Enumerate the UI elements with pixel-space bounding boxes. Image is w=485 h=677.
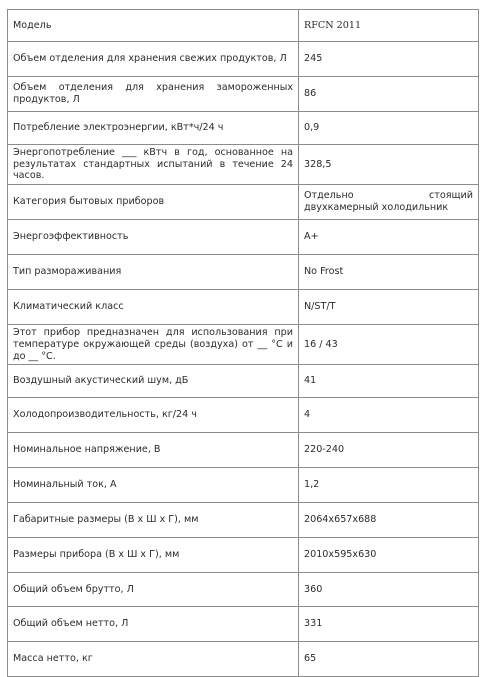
param-net-weight: Масса нетто, кг	[8, 642, 299, 677]
table-row	[8, 607, 479, 642]
table-row	[8, 145, 479, 185]
value-overall-dimensions: 2064x657x688	[299, 503, 479, 538]
param-defrost-type: Тип размораживания	[8, 255, 299, 290]
table-row	[8, 398, 479, 433]
table-row	[8, 10, 479, 42]
table-row	[8, 77, 479, 112]
table-row	[8, 433, 479, 468]
param-appliance-category: Категория бытовых приборов	[8, 185, 299, 220]
value-rated-current: 1,2	[299, 468, 479, 503]
table-row	[8, 325, 479, 365]
value-net-volume: 331	[299, 607, 479, 642]
table-row	[8, 112, 479, 145]
value-power-consumption: 0,9	[299, 112, 479, 145]
param-energy-efficiency: Энергоэффективность	[8, 220, 299, 255]
specifications-table	[7, 9, 479, 677]
param-acoustic-noise: Воздушный акустический шум, дБ	[8, 365, 299, 398]
value-rated-voltage: 220-240	[299, 433, 479, 468]
param-climate-class: Климатический класс	[8, 290, 299, 325]
value-frozen-volume: 86	[299, 77, 479, 112]
table-row	[8, 290, 479, 325]
param-overall-dimensions: Габаритные размеры (В х Ш х Г), мм	[8, 503, 299, 538]
value-ambient-temperature: 16 / 43	[299, 325, 479, 365]
table-row	[8, 573, 479, 607]
param-rated-voltage: Номинальное напряжение, В	[8, 433, 299, 468]
value-defrost-type: No Frost	[299, 255, 479, 290]
value-appliance-category: Отдельно стоящий двухкамерный холодильник	[299, 185, 479, 220]
value-fresh-volume: 245	[299, 42, 479, 77]
param-annual-energy: Энергопотребление ___ кВтч в год, основанное на результатах стандартных испытаний в течение 24 часов.	[8, 145, 299, 185]
value-energy-efficiency: A+	[299, 220, 479, 255]
table-row	[8, 503, 479, 538]
table-row	[8, 42, 479, 77]
param-net-volume: Общий объем нетто, Л	[8, 607, 299, 642]
table-row	[8, 538, 479, 573]
value-freezing-capacity: 4	[299, 398, 479, 433]
param-rated-current: Номинальный ток, А	[8, 468, 299, 503]
param-frozen-volume: Объем отделения для хранения замороженных продуктов, Л	[8, 77, 299, 112]
param-ambient-temperature: Этот прибор предназначен для использования при температуре окружающей среды (воздуха) от __ °C и до __ °C.	[8, 325, 299, 365]
table-row	[8, 642, 479, 677]
value-climate-class: N/ST/T	[299, 290, 479, 325]
param-power-consumption: Потребление электроэнергии, кВт*ч/24 ч	[8, 112, 299, 145]
table-row	[8, 185, 479, 220]
param-gross-volume: Общий объем брутто, Л	[8, 573, 299, 607]
param-fresh-volume: Объем отделения для хранения свежих продуктов, Л	[8, 42, 299, 77]
value-annual-energy: 328,5	[299, 145, 479, 185]
table-row	[8, 365, 479, 398]
value-appliance-dimensions: 2010x595x630	[299, 538, 479, 573]
param-model: Модель	[8, 10, 299, 42]
param-freezing-capacity: Холодопроизводительность, кг/24 ч	[8, 398, 299, 433]
param-appliance-dimensions: Размеры прибора (В х Ш х Г), мм	[8, 538, 299, 573]
table-row	[8, 468, 479, 503]
value-net-weight: 65	[299, 642, 479, 677]
value-gross-volume: 360	[299, 573, 479, 607]
table-row	[8, 220, 479, 255]
table-row	[8, 255, 479, 290]
value-acoustic-noise: 41	[299, 365, 479, 398]
value-model: RFCN 2011	[299, 10, 479, 42]
